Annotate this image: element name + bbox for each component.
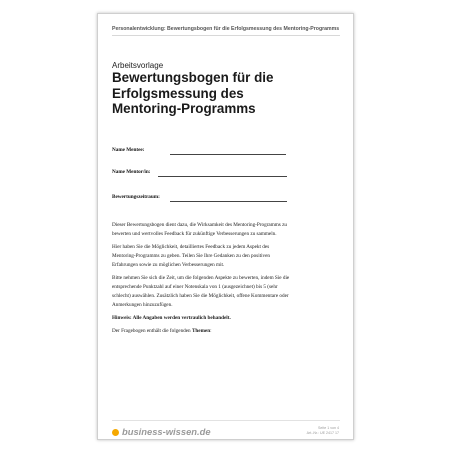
mentee-field-label: Name Mentee: bbox=[112, 147, 145, 153]
topics-prefix: Der Fragebogen enthält die folgenden bbox=[112, 327, 192, 334]
title-line: Mentoring-Programms bbox=[112, 101, 256, 116]
mentor-input-line[interactable] bbox=[158, 176, 287, 177]
document-title bbox=[112, 70, 312, 117]
footer-divider bbox=[112, 420, 340, 421]
paragraph: Dieser Bewertungsbogen dient dazu, die Wirksamkeit des Mentoring-Programms zu bewerten und wertvolles Feedback für zukünftige Verbesserungen zu sammeln. bbox=[112, 222, 288, 238]
period-input-line[interactable] bbox=[170, 201, 287, 202]
mentor-field-label: Name Mentor/in: bbox=[112, 169, 151, 175]
document-page bbox=[97, 13, 354, 440]
title-line: Bewertungsbogen für die bbox=[112, 70, 274, 85]
page-header: Personalentwicklung: Bewertungsbogen für die Erfolgsmessung des Mentoring-Programms bbox=[112, 26, 340, 32]
topics-intro bbox=[112, 327, 294, 336]
topics-keyword: Themen bbox=[191, 327, 211, 334]
article-number: Art.-Nr.: UE 2417 17 bbox=[306, 431, 339, 435]
logo-dot-icon bbox=[112, 429, 119, 436]
confidentiality-notice: Hinweis: Alle Angaben werden vertraulich behandelt. bbox=[112, 315, 231, 321]
mentee-input-line[interactable] bbox=[170, 154, 286, 155]
period-field-label: Bewertungszeitraum: bbox=[112, 194, 160, 200]
page-info bbox=[307, 426, 339, 436]
page-number: Seite 1 von 4 bbox=[318, 426, 339, 430]
logo-text: business-wissen.de bbox=[122, 426, 211, 437]
header-divider bbox=[112, 35, 340, 36]
paragraph: Hier haben Sie die Möglichkeit, detailliertes Feedback zu jedem Aspekt des Mentoring-Programms zu geben. Teilen Sie Ihre Gedanken zu den positiven Erfahrungen sowie zu möglichen Verbesserungen mit. bbox=[112, 243, 271, 269]
paragraph: Bitte nehmen Sie sich die Zeit, um die folgenden Aspekte zu bewerten, indem Sie die entsprechende Punktzahl auf einer Notenskala von 1 (ausgezeichnet) bis 5 (sehr schlecht) auswählen. Zusätzlich haben Sie die Möglichkeit, offene Kommentare oder Anmerkungen hinzuzufügen. bbox=[112, 274, 290, 309]
intro-text bbox=[112, 221, 294, 339]
topics-suffix: : bbox=[210, 327, 212, 334]
template-label: Arbeitsvorlage bbox=[112, 61, 164, 70]
title-line: Erfolgsmessung des bbox=[112, 85, 244, 101]
